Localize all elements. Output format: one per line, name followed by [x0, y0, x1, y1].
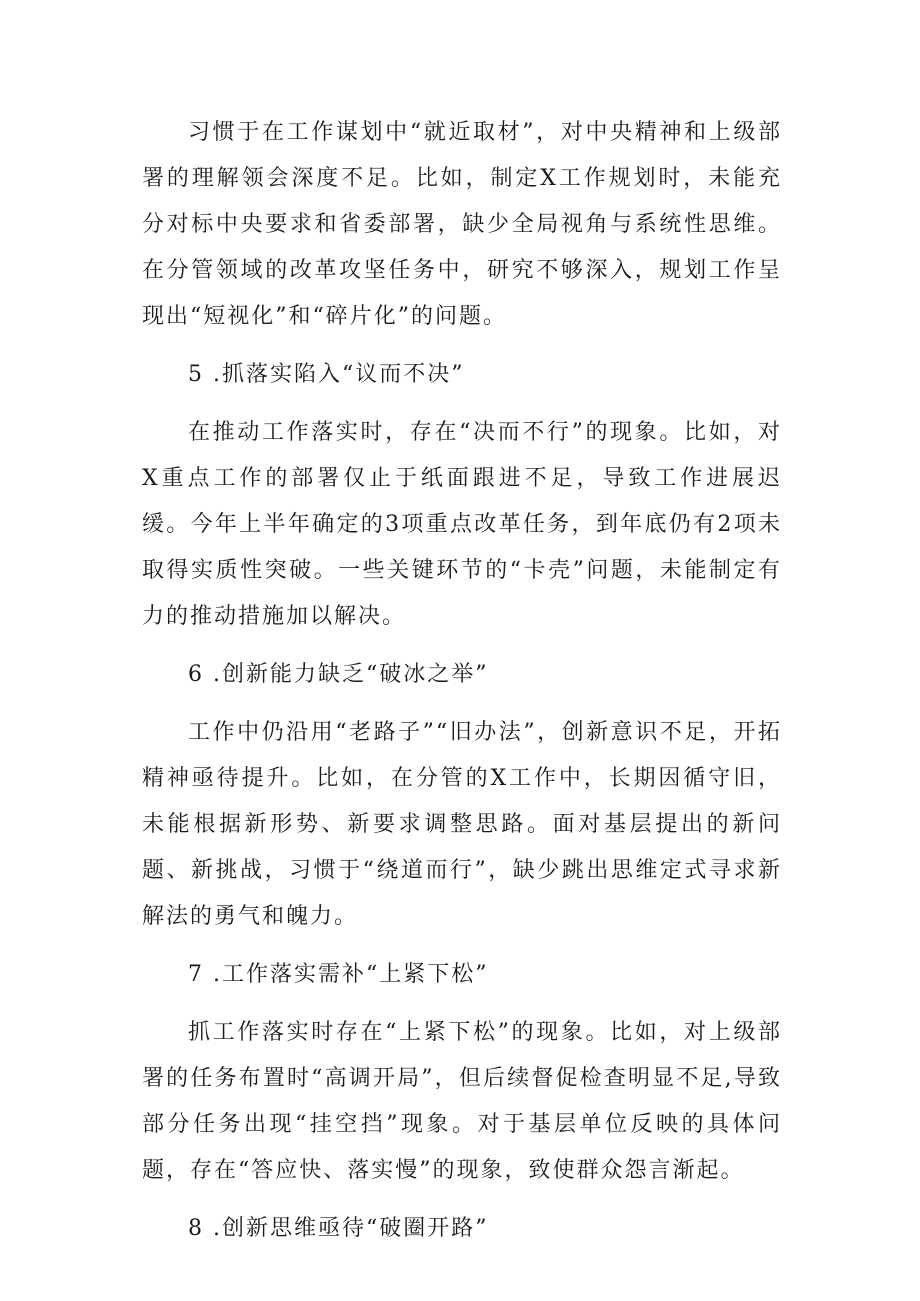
section-heading-7: 7 .工作落实需补“上紧下松” [188, 962, 489, 987]
spacer [142, 640, 782, 652]
spacer [142, 698, 782, 710]
spacer [142, 1194, 782, 1206]
spacer [142, 940, 782, 952]
paragraph-intro: 习惯于在工作谋划中“就近取材”，对中央精神和上级部署的理解领会深度不足。比如，制定X工作规划时，未能充分对标中央要求和省委部署，缺少全局视角与系统性思维。在分管领域的改革攻坚任务中，研究不够深入，规划工作呈现出“短视化”和“碎片化”的问题。 [142, 120, 782, 329]
section-heading-5: 5 .抓落实陷入“议而不决” [188, 362, 465, 387]
section-heading-8: 8 .创新思维亟待“破圈开路” [188, 1216, 489, 1241]
section-heading-6: 6 .创新能力缺乏“破冰之举” [188, 662, 489, 687]
spacer [142, 998, 782, 1010]
spacer [142, 340, 782, 352]
paragraph-section-7: 抓工作落实时存在“上紧下松”的现象。比如，对上级部署的任务布置时“高调开局”，但后续督促检查明显不足,导致部分任务出现“挂空挡”现象。对于基层单位反映的具体问题，存在“答应快、落实慢”的现象，致使群众怨言渐起。 [142, 1020, 782, 1183]
paragraph-section-6: 工作中仍沿用“老路子”“旧办法”，创新意识不足，开拓精神亟待提升。比如，在分管的X工作中，长期因循守旧，未能根据新形势、新要求调整思路。面对基层提出的新问题、新挑战，习惯于“绕道而行”，缺少跳出思维定式寻求新解法的勇气和魄力。 [142, 720, 782, 929]
document-body [142, 110, 782, 1252]
spacer [142, 398, 782, 410]
paragraph-section-5: 在推动工作落实时，存在“决而不行”的现象。比如，对X重点工作的部署仅止于纸面跟进不足，导致工作进展迟缓。今年上半年确定的3项重点改革任务，到年底仍有2项未取得实质性突破。一些关键环节的“卡壳”问题，未能制定有力的推动措施加以解决。 [142, 420, 782, 629]
